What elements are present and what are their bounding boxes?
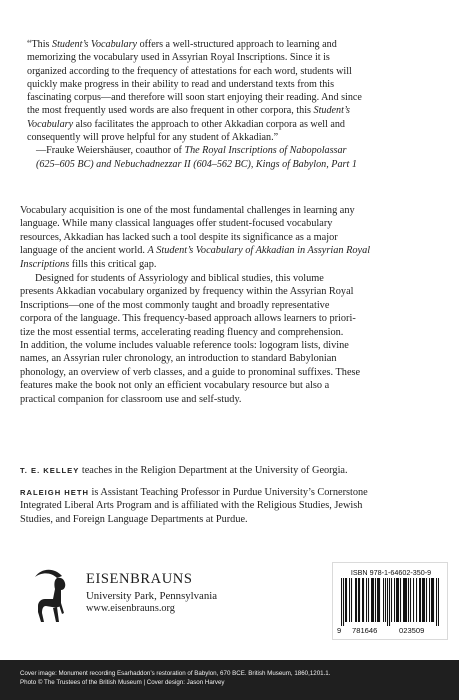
description-line: language of the ancient world. A Student’s Vocabulary of Akkadian in Assyrian Royal [20,245,371,257]
endorsement-attribution: —Frauke Weiershäuser, coauthor of The Royal Inscriptions of Nabopolassar [36,145,347,157]
endorsement-line: fascinating corpus—and therefore will soon start enjoying their reading. And since [27,92,362,104]
barcode-bar [375,578,376,622]
barcode-bar [420,578,421,622]
barcode-bar [387,578,388,626]
barcode-bar [396,578,397,622]
barcode-bar [432,578,433,622]
barcode-bar [429,578,430,622]
description-line: resources, Akkadian has lacked such a tool despite its significance as a major [20,231,338,243]
barcode-bar [423,578,424,622]
barcode-bar [346,578,347,622]
barcode-bar [416,578,417,622]
barcode-bar [355,578,356,622]
author-bio-heth [20,486,440,526]
barcode-bar [436,578,437,626]
author-bio-text: is Assistant Teaching Professor in Purdue University’s Cornerstone [88,487,368,498]
description-line: Designed for students of Assyriology and biblical studies, this volume [35,273,324,285]
barcode-bar [378,578,379,622]
barcode-bar [408,578,409,622]
barcode-bar [372,578,373,622]
endorsement-blurb [27,38,427,171]
description-line: names, an Assyrian ruler chronology, an introduction to standard Babylonian [20,353,337,365]
endorsement-line: Vocabulary also facilitates the approach to other Akkadian corpora as well and [27,118,345,130]
barcode-bar [345,578,346,622]
barcode-bar [424,578,425,622]
barcode-bar [394,578,395,622]
barcode-bar [422,578,423,622]
description-line: corpora of the language. This frequency-based approach allows learners to priori- [20,313,356,325]
publisher-url[interactable]: www.eisenbrauns.org [86,603,175,614]
barcode-bar [400,578,401,622]
barcode-bars [341,578,439,626]
barcode-bar [383,578,384,622]
barcode-bar [366,578,367,622]
description-line: presents Akkadian vocabulary organized by frequency within the Assyrian Royal [20,286,354,298]
ibex-icon [32,566,76,626]
barcode-bar [419,578,420,622]
barcode-bar [358,578,359,622]
publisher-place: University Park, Pennsylvania [86,590,218,602]
endorsement-line: consequently will prove helpful for any student of Akkadian.” [27,132,279,144]
photo-design-credit: Photo © The Trustees of the British Museum | Cover design: Jason Harvey [20,679,225,686]
barcode-bar [371,578,372,622]
endorsement-line: memorizing the vocabulary used in Assyrian Royal Inscriptions. Since it is [27,52,330,64]
barcode-bar [397,578,398,622]
description-line: In addition, the volume includes valuable reference tools: logogram lists, divine [20,340,349,352]
barcode-bar [405,578,406,622]
barcode-bar [368,578,369,622]
description-line: Inscriptions fills this critical gap. [20,258,157,270]
author-name: RALEIGH HETH [20,488,89,497]
description-line: tize the most essential terms, accelerating reading fluency and comprehension. [20,326,344,338]
publisher-name: EISENBRAUNS [86,571,193,587]
author-name: T. E. KELLEY [20,466,80,475]
barcode-bar [431,578,432,622]
barcode-bar [363,578,364,622]
barcode-bar [362,578,363,622]
author-bio-kelley [20,464,440,477]
endorsement-line: quickly make progress in their ability to read and understand texts from this [27,78,335,90]
cover-credits-footer [0,660,459,700]
barcode-bar [379,578,380,622]
barcode-bar [404,578,405,622]
barcode-digits-left: 781646 [352,626,378,635]
description-line: features make the book not only an efficient vocabulary resource but also a [20,380,330,392]
barcode-bar [438,578,439,626]
barcode-bar [426,578,427,622]
author-bio-text: Integrated Liberal Arts Program and is affiliated with the Religious Studies, Jewish [20,500,363,512]
description-line: Inscriptions—one of the most commonly taught and broadly representative [20,299,330,311]
endorsement-attribution: (625–605 BC) and Nebuchadnezzar II (604–562 BC), Kings of Babylon, Part 1 [36,158,357,170]
endorsement-line: “This Student’s Vocabulary offers a well-structured approach to learning and [27,39,337,50]
barcode-bar [385,578,386,622]
publisher-block [20,566,240,626]
barcode-bar [433,578,434,622]
barcode-digits-right: 023509 [399,626,425,635]
book-description [20,204,440,406]
isbn-barcode [332,562,448,640]
barcode-bar [351,578,352,622]
isbn-number: ISBN 978-1-64602-350-9 [350,568,432,577]
barcode-bar [343,578,344,626]
barcode-bar [341,578,342,626]
author-bio-text: teaches in the Religion Department at the University of Georgia. [79,465,348,476]
author-bio-text: Studies, and Foreign Language Departments at Purdue. [20,513,248,525]
endorsement-line: organized according to the frequency of attestations for each word, students will [27,65,352,77]
barcode-bar [389,578,390,626]
endorsement-line: the most frequently used words are also frequent in other corpora, this Student’s [27,105,350,117]
barcode-bar [356,578,357,622]
description-line: practical companion for classroom use and self-study. [20,393,242,405]
barcode-bar [359,578,360,622]
description-line: language. While many classical languages offer student-focused vocabulary [20,218,333,230]
barcode-bar [391,578,392,622]
barcode-bar [349,578,350,622]
barcode-digit-first: 9 [337,626,342,635]
barcode-bar [413,578,414,622]
barcode-bar [406,578,407,622]
description-line: Vocabulary acquisition is one of the most fundamental challenges in learning any [20,205,355,216]
barcode-bar [373,578,374,622]
cover-image-credit: Cover image: Monument recording Esarhaddon’s restoration of Babylon, 670 BCE. British Museum, 1860,1201.1. [20,670,331,677]
barcode-bar [410,578,411,622]
barcode-bar [377,578,378,622]
description-line: phonology, an overview of verb classes, and a guide to pronominal suffixes. These [20,366,361,378]
barcode-bar [398,578,399,622]
barcode-bar [403,578,404,622]
